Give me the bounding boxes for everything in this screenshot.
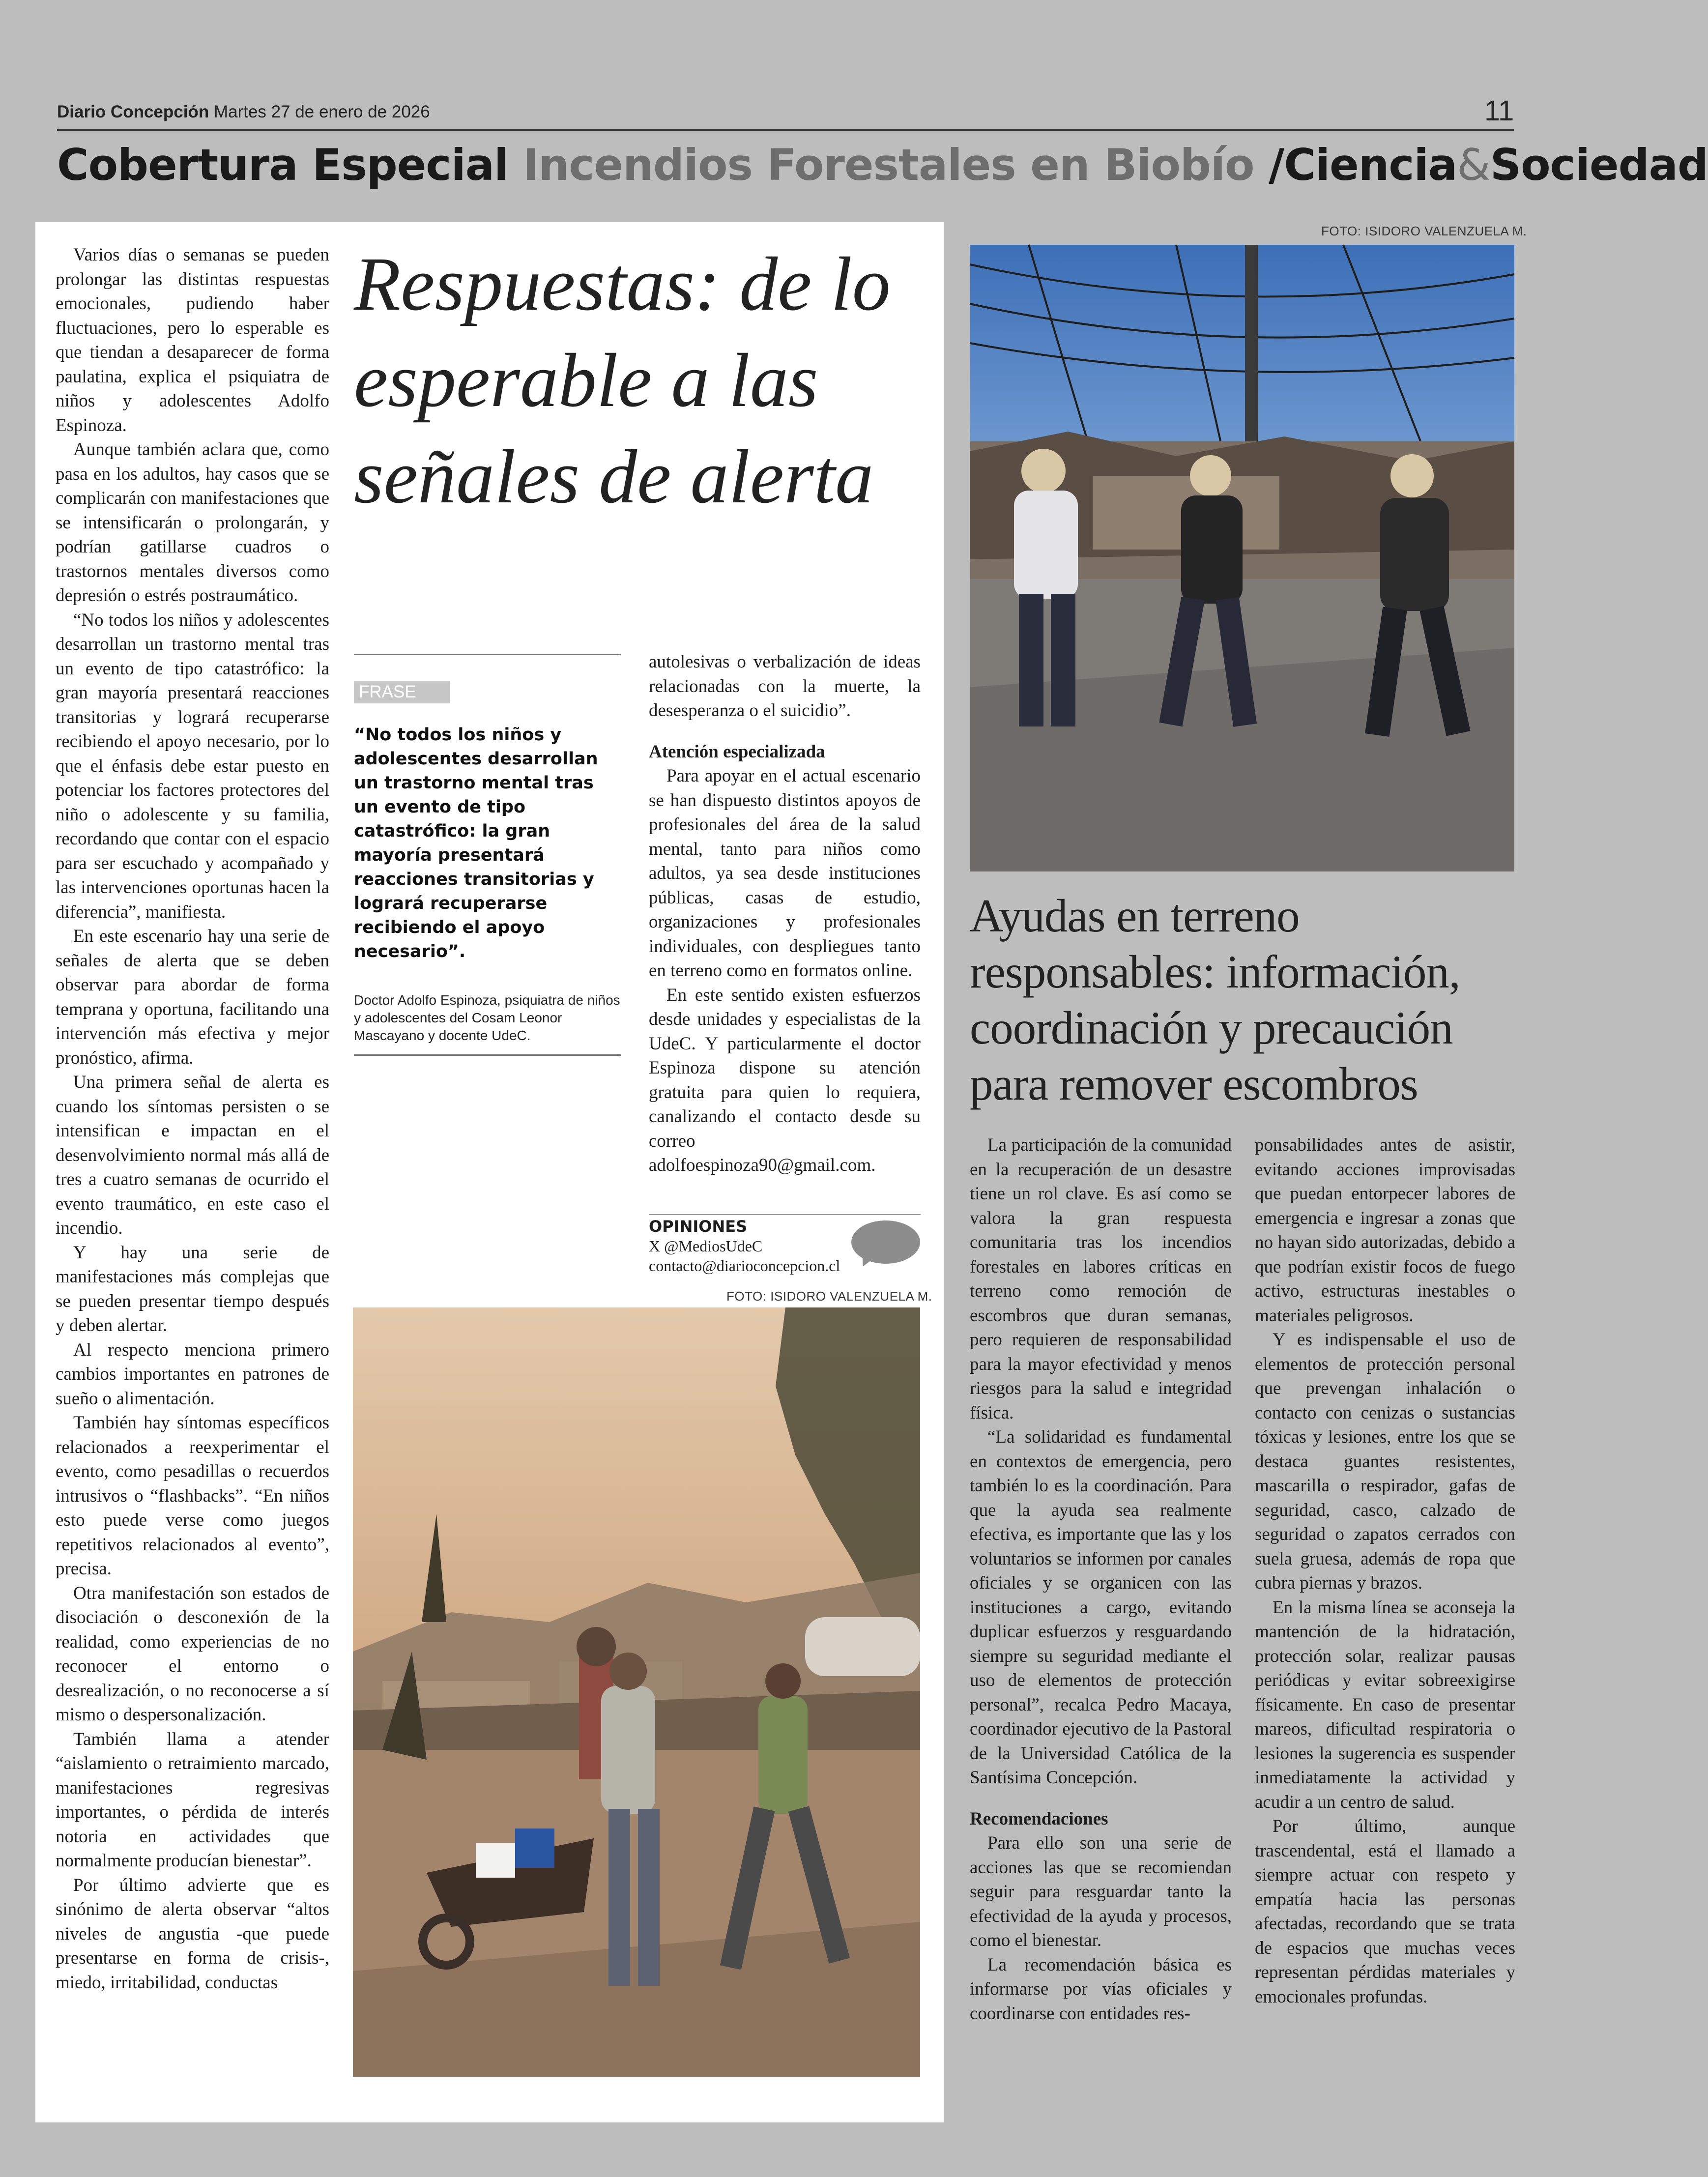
article2-columnB — [1255, 1133, 1515, 2009]
paragraph: Aunque también aclara que, como pasa en los adultos, hay casos que se complicarán con manifestaciones que se intensificarán o prolongarán, y podrían gatillarse cuadros o trastornos mentales diversos como depresión o estrés postraumático. — [56, 439, 329, 606]
paragraph: “No todos los niños y adolescentes desarrollan un trastorno mental tras un evento de tipo catastrófico: la gran mayoría presentará reacciones transitorias y logrará recuperarse recibiendo el apoyo necesario, por lo que el énfasis debe estar puesto en potenciar los factores protectores del niño o adolescente y su familia, recordando que contar con el espacio para ser escuchado y acompañado y las intervenciones oportunas hacen la diferencia”, manifiesta. — [56, 610, 329, 922]
section-amp: & — [1457, 140, 1490, 190]
paragraph: En la misma línea se aconseja la mantención de la hidratación, protección solar, realizar pausas periódicas y evitar sobreexigirse físicamente. En caso de presentar mareos, dificultad respiratoria o lesiones la sugerencia es suspender inmediatamente la actividad y acudir a un centro de salud. — [1255, 1597, 1515, 1812]
photo-volunteers-image — [970, 245, 1514, 871]
subheading: Atención especializada — [649, 741, 825, 762]
issue-date: Martes 27 de enero de 2026 — [213, 102, 430, 121]
paragraph: También hay síntomas específicos relacionados a reexperimentar el evento, como pesadillas o recuerdos intrusivos o “flashbacks”. “En niños esto puede verse como juegos repetitivos relacionados al evento”, precisa. — [56, 1413, 329, 1579]
paragraph: La participación de la comunidad en la recuperación de un desastre tiene un rol clave. Es así como se valora la gran respuesta comunitaria tras los incendios forestales en labores críticas en terreno como remoción de escombros que duran semanas, pero requieren de responsabilidad para la mayor efectividad y menos riesgos para la salud e integridad física. — [970, 1135, 1232, 1423]
paragraph: En este sentido existen esfuerzos desde unidades y especialistas de la UdeC. Y particularmente el doctor Espinoza dispone su atención gratuita para quien lo requiera, canalizando el contacto desde su correo adolfoespinoza90@gmail.com. — [649, 985, 921, 1175]
opiniones-label: OPINIONES — [649, 1217, 748, 1236]
section-separator: / — [1269, 140, 1284, 190]
article1-column1 — [56, 243, 329, 1995]
paragraph: Y es indispensable el uso de elementos de protección personal que prevengan inhalación o contacto con cenizas o sustancias tóxicas y lesiones, entre los que se destaca guantes resistentes, mascarilla o respirador, gafas de seguridad, casco, calzado de seguridad o zapatos cerrados con suela gruesa, además de ropa que cubra piernas y brazos. — [1255, 1330, 1515, 1593]
photo-wheelbarrow-image — [353, 1307, 920, 2077]
paragraph: Una primera señal de alerta es cuando los síntomas persisten o se intensifican e impactan en el desenvolvimiento normal más allá de tres a cuatro semanas de ocurrido el evento traumático, en este caso el incendio. — [56, 1072, 329, 1238]
section-banner — [57, 140, 1708, 190]
article1-column3 — [649, 650, 921, 1178]
paragraph: Y hay una serie de manifestaciones más complejas que se pueden presentar tiempo después y deben alertar. — [56, 1242, 329, 1335]
paragraph: En este escenario hay una serie de señales de alerta que se deben observar para abordar de forma temprana y oportuna, facilitando una intervención más efectiva y mejor pronóstico, afirma. — [56, 926, 329, 1068]
section-main: Cobertura Especial — [57, 140, 509, 190]
opiniones-email[interactable]: contacto@diarioconcepcion.cl — [649, 1257, 840, 1275]
page-number: 11 — [1484, 95, 1514, 127]
article2-columnA — [970, 1133, 1232, 2026]
paragraph: Por último, aunque trascendental, está el llamado a siempre actuar con respeto y empatía hacia las personas afectadas, recordando que se trata de espacios que muchas veces representan pérdidas materiales y emocionales profundas. — [1255, 1816, 1515, 2007]
quote-rule-bottom — [354, 1054, 621, 1056]
paragraph: Para ello son una serie de acciones las que se recomiendan seguir para resguardar tanto la efectividad de la ayuda y procesos, como el bienestar. — [970, 1833, 1232, 1950]
paragraph: Al respecto menciona primero cambios importantes en patrones de sueño o alimentación. — [56, 1339, 329, 1409]
paragraph: “La solidaridad es fundamental en contextos de emergencia, pero también lo es la coordinación. Para que la ayuda sea realmente efectiva, es importante que las y los voluntarios se informen por canales oficiales y se organicen con las instituciones a cargo, evitando duplicar esfuerzos y resguardando siempre su seguridad mediante el uso de elementos de protección personal”, recalca Pedro Macaya, coordinador ejecutivo de la Pastoral de la Universidad Católica de la Santísima Concepción. — [970, 1427, 1232, 1788]
photo-volunteers-debris — [970, 245, 1514, 871]
paragraph: Por último advierte que es sinónimo de alerta observar “altos niveles de angustia -que puede presentarse en forma de crisis-, miedo, irritabilidad, conductas — [56, 1875, 329, 1993]
paragraph: Varios días o semanas se pueden prolongar las distintas respuestas emocionales, pudiendo haber fluctuaciones, pero lo esperable es que tiendan a desaparecer de forma paulatina, explica el psiquiatra de niños y adolescentes Adolfo Espinoza. — [56, 245, 329, 435]
frase-label: FRASE — [354, 681, 450, 703]
paragraph: ponsabilidades antes de asistir, evitando acciones improvisadas que puedan entorpecer labores de emergencia e ingresar a zonas que no hayan sido autorizadas, debido a que podrían existir focos de fuego activo, estructuras inestables o materiales peligrosos. — [1255, 1135, 1515, 1326]
quote-rule-top — [354, 654, 621, 655]
pull-quote: “No todos los niños y adolescentes desarrollan un trastorno mental tras un evento de tipo catastrófico: la gran mayoría presentará reacciones transitorias y logrará recuperarse recibiendo el apoyo necesario”. — [354, 725, 598, 961]
paragraph: La recomendación básica es informarse por vías oficiales y coordinarse con entidades res- — [970, 1954, 1232, 2024]
opiniones-x-handle[interactable]: X @MediosUdeC — [649, 1237, 763, 1255]
header-rule — [57, 129, 1514, 131]
article1-headline: Respuestas: de lo esperable a las señales de alerta — [354, 241, 891, 519]
masthead — [57, 102, 430, 122]
quote-attribution: Doctor Adolfo Espinoza, psiquiatra de niños y adolescentes del Cosam Leonor Mascayano y docente UdeC. — [354, 992, 620, 1043]
paragraph: Otra manifestación son estados de disociación o desconexión de la realidad, como experiencias de no reconocer el entorno o desrealización, o no reconocerse a sí mismo o despersonalización. — [56, 1583, 329, 1725]
paragraph: También llama a atender “aislamiento o retraimiento marcado, manifestaciones regresivas importantes, o pérdida de interés notoria en actividades que normalmente producían bienestar”. — [56, 1729, 329, 1871]
subheading: Recomendaciones — [970, 1808, 1108, 1829]
photo-wheelbarrow — [353, 1307, 920, 2077]
section-a: Ciencia — [1284, 140, 1457, 190]
photo-credit: FOTO: ISIDORO VALENZUELA M. — [1321, 224, 1527, 238]
quote-box — [354, 654, 621, 1056]
article2-headline: Ayudas en terreno responsables: información, coordinación y precaución para remover escombros — [970, 890, 1460, 1110]
speech-bubble-icon — [851, 1220, 920, 1264]
opiniones-rule — [649, 1214, 921, 1215]
section-b: Sociedad — [1490, 140, 1708, 190]
photo-credit: FOTO: ISIDORO VALENZUELA M. — [726, 1289, 932, 1304]
paragraph: Para apoyar en el actual escenario se han dispuesto distintos apoyos de profesionales del área de la salud mental, tanto para niños como adultos, ya sea desde instituciones públicas, casas de estudio, organizaciones y profesionales individuales, con despliegues tanto en terreno como en formatos online. — [649, 766, 921, 981]
paper-name: Diario Concepción — [57, 102, 209, 121]
paragraph: autolesivas o verbalización de ideas relacionadas con la muerte, la desesperanza o el suicidio”. — [649, 652, 921, 721]
section-topic: Incendios Forestales en Biobío — [522, 140, 1254, 190]
